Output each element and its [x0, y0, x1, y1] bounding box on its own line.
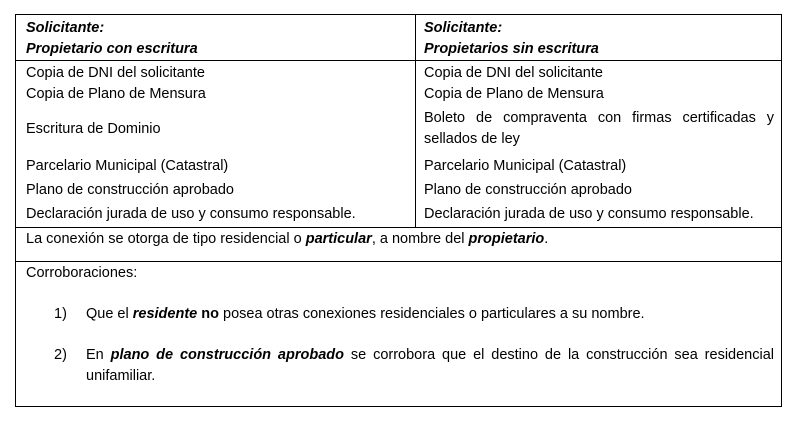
corroboraciones-title: Corroboraciones:	[26, 265, 138, 281]
left-item-dni: Copia de DNI del solicitante	[26, 65, 205, 81]
item-2-emphasis-plano: plano de construcción aprobado	[110, 347, 344, 363]
requirements-table	[15, 14, 782, 407]
right-header-line1: Solicitante:	[424, 20, 503, 36]
connection-middle: , a nombre del	[371, 231, 469, 247]
left-item-plano-construccion: Plano de construcción aprobado	[26, 182, 234, 198]
item-2-number: 2)	[54, 347, 67, 363]
item-1-suffix: posea otras conexiones residenciales o particulares a su nombre.	[218, 306, 645, 322]
connection-prefix: La conexión se otorga de tipo residencial o	[26, 231, 306, 247]
connection-bottom-divider	[16, 261, 781, 262]
left-item-escritura: Escritura de Dominio	[26, 121, 161, 137]
right-header	[424, 18, 774, 60]
right-item-parcelario: Parcelario Municipal (Catastral)	[424, 158, 627, 174]
header-divider	[16, 60, 781, 61]
item-2-suffix: se corrobora que el destino de la construcción sea residencial unifamiliar.	[86, 347, 774, 384]
requirements-bottom-divider	[16, 227, 781, 228]
connection-emphasis-particular: particular	[305, 231, 372, 247]
connection-text	[26, 229, 771, 250]
connection-suffix: .	[544, 231, 549, 247]
left-item-mensura: Copia de Plano de Mensura	[26, 86, 206, 102]
left-header	[26, 18, 410, 60]
left-header-line2: Propietario con escritura	[26, 41, 198, 57]
right-item-boleto: Boleto de compraventa con firmas certificadas y sellados de ley	[424, 110, 774, 147]
item-1-emphasis-residente: residente	[132, 306, 198, 322]
left-header-line1: Solicitante:	[26, 20, 105, 36]
corroboracion-item-2	[54, 345, 774, 387]
item-2-prefix: En	[86, 347, 111, 363]
item-1-number: 1)	[54, 306, 67, 322]
connection-emphasis-propietario: propietario	[468, 231, 545, 247]
item-1-bold-no: no	[201, 306, 219, 322]
right-item-mensura: Copia de Plano de Mensura	[424, 86, 604, 102]
left-item-declaracion: Declaración jurada de uso y consumo responsable.	[26, 206, 356, 222]
corroboracion-item-1	[54, 304, 774, 325]
right-item-dni: Copia de DNI del solicitante	[424, 65, 603, 81]
item-2-text	[86, 345, 774, 387]
right-header-line2: Propietarios sin escritura	[424, 41, 599, 57]
left-item-parcelario: Parcelario Municipal (Catastral)	[26, 158, 229, 174]
item-1-text	[86, 304, 774, 325]
item-1-prefix: Que el	[86, 306, 133, 322]
right-item-plano-construccion: Plano de construcción aprobado	[424, 182, 632, 198]
right-item-declaracion: Declaración jurada de uso y consumo responsable.	[424, 206, 754, 222]
column-divider	[415, 15, 416, 227]
